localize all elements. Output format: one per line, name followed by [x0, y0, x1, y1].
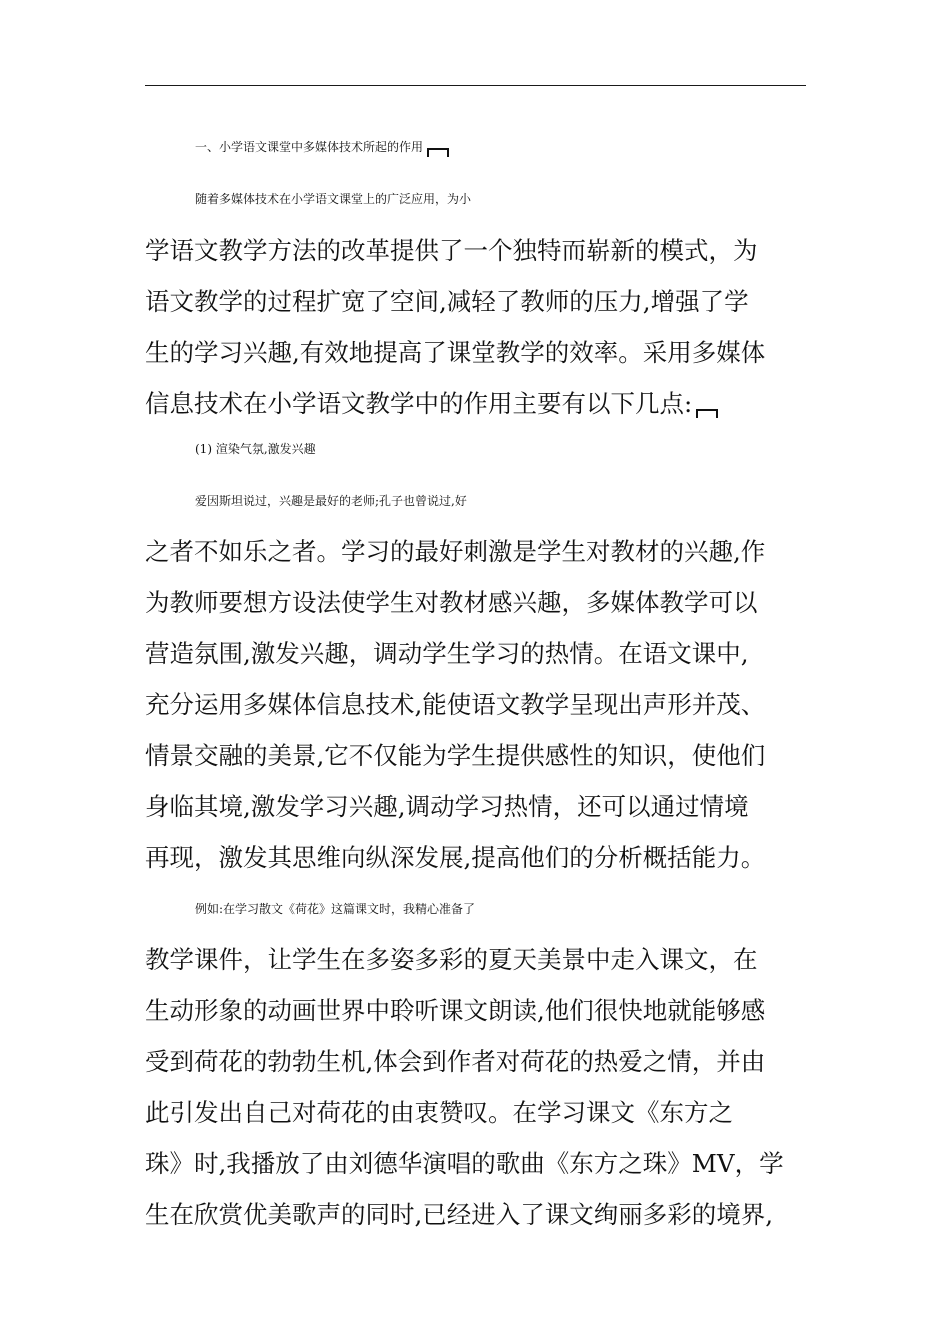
body-line: 受到荷花的勃勃生机,体会到作者对荷花的热爱之情，并由 — [145, 1047, 766, 1076]
body-line: 再现，激发其思维向纵深发展,提高他们的分析概括能力。 — [145, 843, 766, 872]
body-line: 信息技术在小学语文教学中的作用主要有以下几点: — [145, 384, 825, 424]
body-line: 例如:在学习散文《荷花》这篇课文时，我精心准备了 — [195, 902, 476, 916]
body-line: 珠》时,我播放了由刘德华演唱的歌曲《东方之珠》MV，学 — [145, 1149, 784, 1178]
paragraph-mark-icon — [427, 148, 449, 157]
paragraph-mark-icon — [696, 409, 718, 418]
body-line: 此引发出自己对荷花的由衷赞叹。在学习课文《东方之 — [145, 1098, 733, 1127]
body-line: 随着多媒体技术在小学语文课堂上的广泛应用，为小 — [195, 192, 472, 206]
body-line: 语文教学的过程扩宽了空间,减轻了教师的压力,增强了学 — [145, 287, 749, 316]
header-rule — [145, 85, 806, 86]
body-line: 爱因斯坦说过，兴趣是最好的老师;孔子也曾说过,好 — [195, 494, 467, 508]
body-line: 学语文教学方法的改革提供了一个独特而崭新的模式，为 — [145, 236, 758, 265]
body-line: 为教师要想方设法使学生对教材感兴趣，多媒体教学可以 — [145, 588, 758, 617]
body-line: 生的学习兴趣,有效地提高了课堂教学的效率。采用多媒体 — [145, 338, 766, 367]
body-line: 情景交融的美景,它不仅能为学生提供感性的知识，使他们 — [145, 741, 766, 770]
body-line: 生在欣赏优美歌声的同时,已经进入了课文绚丽多彩的境界, — [145, 1200, 774, 1229]
subheading: (1) 渲染气氛,激发兴趣 — [195, 442, 316, 456]
body-line: 充分运用多媒体信息技术,能使语文教学呈现出声形并茂、 — [145, 690, 766, 719]
body-line: 之者不如乐之者。学习的最好刺激是学生对教材的兴趣,作 — [145, 537, 766, 566]
body-line: 身临其境,激发学习兴趣,调动学习热情，还可以通过情境 — [145, 792, 749, 821]
body-line: 生动形象的动画世界中聆听课文朗读,他们很快地就能够感 — [145, 996, 766, 1025]
section-heading: 一、小学语文课堂中多媒体技术所起的作用 — [195, 127, 875, 167]
body-line: 营造氛围,激发兴趣，调动学生学习的热情。在语文课中, — [145, 639, 749, 668]
body-line: 教学课件，让学生在多姿多彩的夏天美景中走入课文，在 — [145, 945, 758, 974]
